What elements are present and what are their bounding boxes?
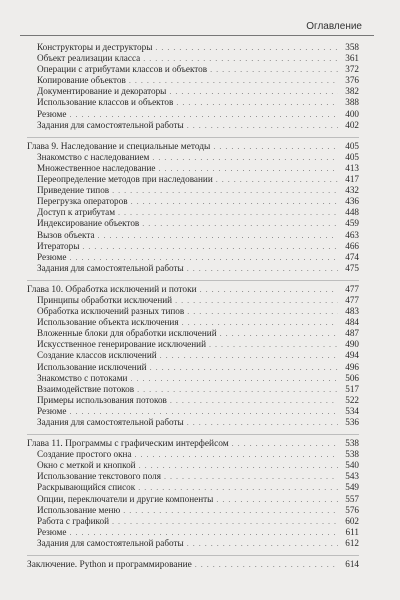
dot-leader	[112, 185, 338, 196]
toc-entry-title: Работа с графикой	[37, 515, 110, 526]
toc-entry-title: Знакомство с наследованием	[37, 151, 150, 162]
dot-leader	[137, 384, 338, 395]
toc-entry	[27, 42, 359, 53]
toc-entry	[27, 460, 359, 471]
toc-page-number: 361	[345, 53, 359, 64]
toc-entry	[27, 53, 359, 64]
toc-page-number: 475	[345, 262, 359, 273]
toc-entry	[27, 505, 359, 516]
dot-leader	[187, 306, 338, 317]
toc-entry	[27, 241, 359, 252]
running-header-title: Оглавление	[306, 21, 362, 32]
toc-page-number: 540	[345, 460, 359, 471]
toc-entry-title: Приведение типов	[37, 185, 110, 196]
dot-leader	[175, 295, 338, 306]
toc-entry	[27, 120, 359, 131]
toc-entry-title: Конструкторы и деструкторы	[37, 42, 153, 52]
toc-page-number: 376	[345, 75, 359, 86]
toc-page-number: 402	[345, 119, 359, 130]
toc-entry	[27, 449, 359, 460]
toc-page-number: 490	[345, 339, 359, 350]
dot-leader	[98, 230, 338, 241]
toc-page-number: 612	[345, 537, 359, 548]
toc-entry	[27, 339, 359, 350]
toc-entry-title: Резюме	[37, 526, 67, 537]
toc-entry-title: Документирование и декораторы	[37, 86, 167, 97]
dot-leader	[200, 284, 338, 295]
toc-entry-title: Взаимодействие потоков	[37, 383, 135, 394]
toc-entry-title: Копирование объектов	[37, 75, 126, 86]
toc-entry-title: Вызов объекта	[37, 229, 95, 240]
toc-chapter	[27, 42, 359, 131]
toc-entry-title: Искусственное генерирование исключений	[37, 339, 207, 350]
toc-chapter-heading	[27, 559, 359, 570]
toc-entry	[27, 516, 359, 527]
toc-entry-title: Создание классов исключений	[37, 350, 157, 361]
dot-leader	[142, 218, 338, 229]
toc-page-number: 382	[345, 86, 359, 97]
toc-page-number: 549	[345, 482, 359, 493]
toc-chapter	[27, 555, 359, 570]
toc-entry	[27, 174, 359, 185]
toc-entry-title: Обработка исключений разных типов	[37, 306, 185, 317]
toc-entry	[27, 350, 359, 361]
toc-entry-title: Использование текстового поля	[37, 471, 161, 482]
toc-entry	[27, 252, 359, 263]
dot-leader	[152, 152, 338, 163]
toc-page-number: 494	[345, 350, 359, 361]
toc-page-number: 436	[345, 196, 359, 207]
toc-entry	[27, 295, 359, 306]
toc-chapter-heading	[27, 141, 359, 152]
toc-entry-title: Глава 10. Обработка исключений и потоки	[27, 284, 197, 295]
toc-entry	[27, 494, 359, 505]
toc-chapter-heading	[27, 284, 359, 295]
dot-leader	[187, 263, 338, 274]
toc-entry-title: Множественное наследование	[37, 162, 156, 173]
toc-page-number: 557	[345, 493, 359, 504]
toc-entry-title: Операции с атрибутами классов и объектов	[37, 64, 208, 75]
toc-entry-title: Использование меню	[37, 504, 121, 515]
toc-entry-title: Индексирование объектов	[37, 218, 140, 229]
toc-entry	[27, 328, 359, 339]
toc-page-number: 448	[345, 207, 359, 218]
toc-entry	[27, 395, 359, 406]
toc-entry-title: Раскрывающийся список	[37, 482, 136, 493]
dot-leader	[112, 516, 338, 527]
toc-entry	[27, 538, 359, 549]
toc-entry	[27, 230, 359, 241]
toc-entry-title: Окно с меткой и кнопкой	[37, 460, 136, 471]
toc-entry	[27, 185, 359, 196]
dot-leader	[69, 109, 338, 120]
toc-page-number: 400	[345, 108, 359, 119]
toc-page-number: 484	[345, 317, 359, 328]
toc-page-number: 487	[345, 328, 359, 339]
toc-entry-title: Доступ к атрибутам	[37, 207, 116, 218]
toc-page-number: 614	[345, 559, 359, 570]
toc-entry	[27, 471, 359, 482]
toc-page-number: 538	[345, 438, 359, 449]
toc-entry-title: Заключение. Python и программирование	[27, 560, 192, 571]
toc-page-number: 405	[345, 151, 359, 162]
dot-leader	[216, 174, 338, 185]
dot-leader	[187, 120, 338, 131]
toc-entry	[27, 207, 359, 218]
dot-leader	[160, 350, 338, 361]
toc-entry-title: Резюме	[37, 108, 67, 119]
toc-entry-title: Знакомство с потоками	[37, 372, 128, 383]
dot-leader	[216, 494, 338, 505]
toc-page-number: 602	[345, 515, 359, 526]
toc-entry-title: Опции, переключатели и другие компоненты	[37, 493, 214, 504]
toc-entry	[27, 406, 359, 417]
toc-entry	[27, 482, 359, 493]
dot-leader	[176, 97, 338, 108]
toc-entry-title: Резюме	[37, 251, 67, 262]
dot-leader	[164, 471, 338, 482]
toc-page-number: 358	[345, 42, 359, 52]
toc-page-number: 405	[345, 140, 359, 151]
toc-entry-title: Объект реализации класса	[37, 53, 141, 64]
toc-entry-title: Использование объекта исключения	[37, 317, 179, 328]
dot-leader	[123, 505, 338, 516]
toc-entry-title: Задания для самостоятельной работы	[37, 119, 184, 130]
toc-page-number: 413	[345, 162, 359, 173]
dot-leader	[69, 252, 338, 263]
toc-entry	[27, 306, 359, 317]
toc-page-number: 459	[345, 218, 359, 229]
toc-page-number: 474	[345, 251, 359, 262]
toc-entry	[27, 97, 359, 108]
toc-entry-title: Вложенные блоки для обработки исключений	[37, 328, 217, 339]
dot-leader	[187, 538, 338, 549]
toc-page-number: 543	[345, 471, 359, 482]
toc-entry-title: Переопределение методов при наследовании	[37, 174, 213, 185]
toc-entry	[27, 362, 359, 373]
toc-entry-title: Использование классов и объектов	[37, 97, 174, 108]
toc-page-number: 432	[345, 185, 359, 196]
toc-page-number: 417	[345, 174, 359, 185]
toc-chapter-heading	[27, 438, 359, 449]
toc-page-number: 522	[345, 394, 359, 405]
toc-entry	[27, 384, 359, 395]
toc-chapter	[27, 280, 359, 428]
toc-entry-title: Принципы обработки исключений	[37, 294, 173, 305]
toc-entry-title: Глава 9. Наследование и специальные методы	[27, 141, 211, 152]
toc-page-number: 506	[345, 372, 359, 383]
running-header	[0, 0, 400, 40]
toc-entry-title: Резюме	[37, 405, 67, 416]
dot-leader	[169, 86, 338, 97]
toc-entry-title: Задания для самостоятельной работы	[37, 417, 184, 427]
dot-leader	[158, 163, 338, 174]
dot-leader	[138, 482, 338, 493]
dot-leader	[187, 417, 338, 428]
dot-leader	[118, 207, 338, 218]
toc-page-number: 536	[345, 417, 359, 427]
toc-entry-title: Примеры использования потоков	[37, 394, 167, 405]
toc-page-number: 517	[345, 383, 359, 394]
dot-leader	[69, 406, 338, 417]
dot-leader	[131, 196, 338, 207]
dot-leader	[130, 373, 338, 384]
toc-page-number: 538	[345, 449, 359, 460]
toc-chapter	[27, 137, 359, 274]
toc-page-number: 372	[345, 64, 359, 75]
toc-page-number: 483	[345, 306, 359, 317]
toc-page-number: 496	[345, 361, 359, 372]
toc-entry	[27, 86, 359, 97]
toc-entry-title: Задания для самостоятельной работы	[37, 262, 184, 273]
toc-entry	[27, 373, 359, 384]
dot-leader	[155, 42, 338, 53]
toc-entry	[27, 152, 359, 163]
dot-leader	[143, 53, 338, 64]
toc-entry	[27, 317, 359, 328]
toc-entry	[27, 218, 359, 229]
dot-leader	[220, 328, 338, 339]
dot-leader	[139, 460, 338, 471]
toc-entry-title: Использование исключений	[37, 361, 147, 372]
header-rule	[20, 35, 374, 36]
dot-leader	[213, 141, 338, 152]
toc-entry	[27, 263, 359, 274]
toc-entry	[27, 196, 359, 207]
toc-entry	[27, 527, 359, 538]
toc-page-number: 477	[345, 283, 359, 294]
dot-leader	[129, 75, 338, 86]
toc-page-number: 477	[345, 294, 359, 305]
dot-leader	[150, 362, 338, 373]
toc-chapter	[27, 434, 359, 549]
toc-page-number: 576	[345, 504, 359, 515]
toc-entry-title: Глава 11. Программы с графическим интерфейсом	[27, 439, 229, 450]
toc-entry	[27, 64, 359, 75]
toc-entry	[27, 75, 359, 86]
dot-leader	[232, 438, 338, 449]
toc-page-number: 534	[345, 405, 359, 416]
dot-leader	[69, 527, 338, 538]
toc-entry-title: Перегрузка операторов	[37, 196, 128, 207]
table-of-contents	[27, 42, 359, 570]
toc-page-number: 466	[345, 240, 359, 251]
dot-leader	[209, 339, 338, 350]
toc-page-number: 463	[345, 229, 359, 240]
dot-leader	[195, 559, 338, 570]
toc-entry	[27, 109, 359, 120]
toc-page-number: 611	[345, 526, 359, 537]
dot-leader	[210, 64, 338, 75]
toc-entry-title: Итераторы	[37, 240, 80, 251]
dot-leader	[135, 449, 338, 460]
toc-page-number: 388	[345, 97, 359, 108]
toc-entry-title: Задания для самостоятельной работы	[37, 537, 184, 548]
dot-leader	[170, 395, 338, 406]
toc-entry	[27, 417, 359, 428]
dot-leader	[82, 241, 338, 252]
toc-entry-title: Создание простого окна	[37, 449, 132, 460]
toc-entry	[27, 163, 359, 174]
dot-leader	[182, 317, 338, 328]
